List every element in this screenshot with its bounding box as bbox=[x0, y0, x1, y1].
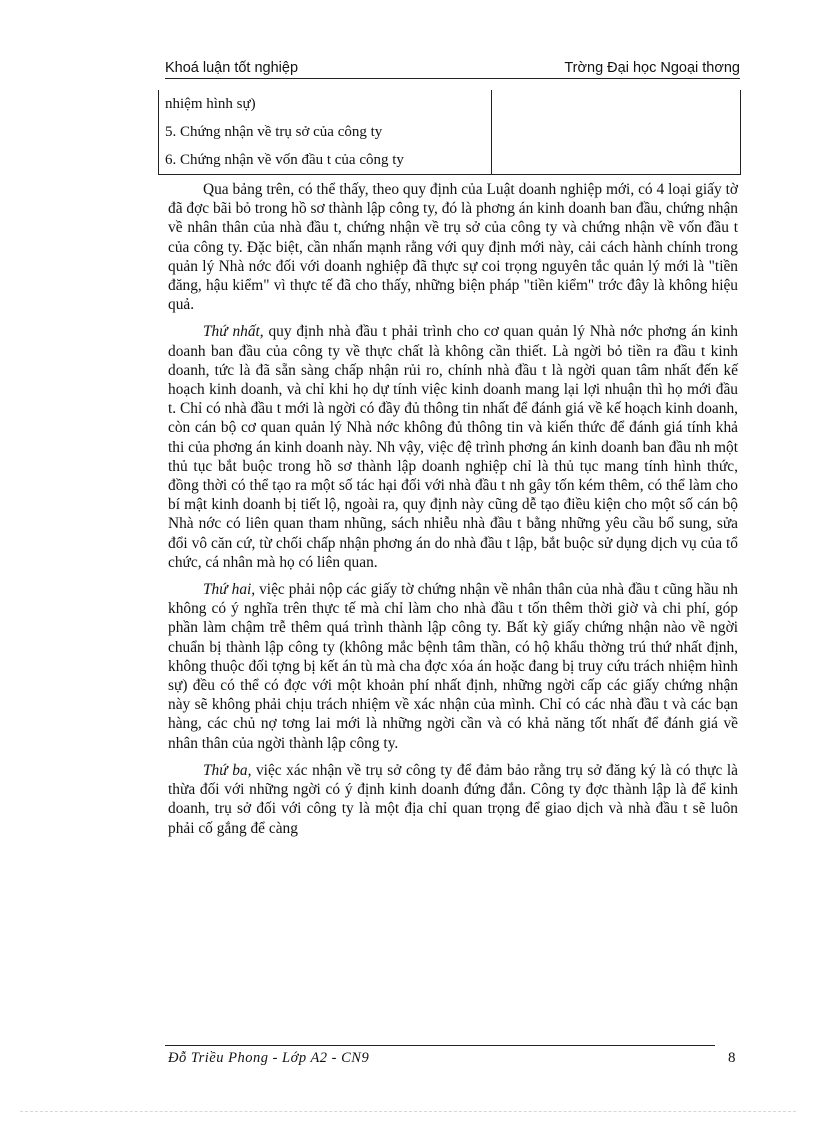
table-cell: 6. Chứng nhận về vốn đầu t của công ty bbox=[159, 146, 492, 175]
body-text bbox=[168, 180, 738, 846]
paragraph-first bbox=[168, 322, 738, 572]
paragraph-text: việc phải nộp các giấy tờ chứng nhận về nhân thân của nhà đầu t cũng hầu nh không có ý nghĩa trên thực tế mà chỉ làm cho nhà đầu t tốn thêm thời giờ và chi phí, góp phần làm chậm trễ thêm quá trình thành lập công ty. Bất kỳ giấy chứng nhận nào về ngời chuẩn bị thành lập công ty (không mắc bệnh tâm thần, có hộ khẩu thờng trú thứ nhất định, không thuộc đối tợng bị kết án tù mà cha đợc xóa án hoặc đang bị truy cứu trách nhiệm hình sự) đều có thể có đợc với một khoản phí nhất định, những ngời cấp các giấy chứng nhận này sẽ không phải chịu trách nhiệm về xác nhận của mình. Chỉ có các nhà đầu t và các bạn hàng, các chủ nợ tơng lai mới là những ngời cần và có khả năng tốt nhất để đánh giá về nhân thân của ngời thành lập công ty. bbox=[168, 581, 738, 752]
page-header bbox=[165, 58, 740, 79]
table-row bbox=[159, 146, 741, 175]
paragraph-second bbox=[168, 580, 738, 753]
table-row bbox=[159, 90, 741, 118]
page-edge-divider bbox=[20, 1111, 796, 1112]
paragraph-text: việc xác nhận về trụ sở công ty để đảm bảo rằng trụ sở đăng ký là có thực là thừa đối với những ngời có ý định kinh doanh đứng đắn. Công ty đợc thành lập là để kinh doanh, trụ sở đối với công ty là một địa chỉ quan trọng để giao dịch và nhà đầu t sẽ luôn phải cố gắng để càng bbox=[168, 761, 738, 837]
paragraph-summary bbox=[168, 180, 738, 314]
table-cell: nhiệm hình sự) bbox=[159, 90, 492, 118]
header-thesis-title: Khoá luận tốt nghiệp bbox=[165, 60, 299, 76]
table-cell-empty bbox=[492, 146, 741, 175]
paragraph-lead: Thứ hai, bbox=[203, 581, 256, 599]
continued-table bbox=[158, 90, 741, 175]
table-cell: 5. Chứng nhận về trụ sở của công ty bbox=[159, 118, 492, 146]
paragraph-text: Qua bảng trên, có thể thấy, theo quy định của Luật doanh nghiệp mới, có 4 loại giấy tờ đã đợc bãi bỏ trong hồ sơ thành lập công ty, đó là phơng án kinh doanh ban đầu, chứng nhận về nhân thân của nhà đầu t, chứng nhận về trụ sở của công ty và chứng nhận về vốn đầu t của công ty. Đặc biệt, cần nhấn mạnh rằng với quy định mới này, cải cách hành chính trong quản lý Nhà nớc đối với doanh nghiệp đã thực sự coi trọng nguyên tắc quản lý mới là "tiền đăng, hậu kiểm" vì thực tế đã cho thấy, những biện pháp "tiền kiểm" trớc đây là không hiệu quả. bbox=[168, 181, 738, 314]
table-row bbox=[159, 118, 741, 146]
paragraph-lead: Thứ nhất, bbox=[203, 323, 264, 341]
paragraph-third bbox=[168, 761, 738, 838]
footer-divider bbox=[165, 1045, 715, 1046]
header-university: Trờng Đại học Ngoại thơng bbox=[564, 60, 740, 76]
page-number: 8 bbox=[728, 1050, 736, 1066]
paragraph-lead: Thứ ba, bbox=[203, 761, 252, 779]
footer-author: Đỗ Triều Phong - Lớp A2 - CN9 bbox=[168, 1050, 370, 1066]
table-cell-empty bbox=[492, 118, 741, 146]
table-cell-empty bbox=[492, 90, 741, 118]
paragraph-text: quy định nhà đầu t phải trình cho cơ quan quản lý Nhà nớc phơng án kinh doanh ban đầu của công ty về thực chất là không cần thiết. Là ngời bỏ tiền ra đầu t kinh doanh, tức là đã sẵn sàng chấp nhận rủi ro, chính nhà đầu t là ngời quan tâm nhất đến kế hoạch kinh doanh, và chỉ khi họ dự tính việc kinh doanh mang lại lợi nhuận thì họ mới đầu t. Chỉ có nhà đầu t mới là ngời có đầy đủ thông tin nhất để đánh giá về kế hoạch kinh doanh, còn cán bộ cơ quan quản lý Nhà nớc không đủ thông tin và kiến thức để đánh giá tính khả thi của phơng án kinh doanh này. Nh vậy, việc đệ trình phơng án kinh doanh ban đầu nh một thủ tục bắt buộc trong hồ sơ thành lập doanh nghiệp chỉ là thủ tục mang tính hình thức, đồng thời có thể tạo ra một số tác hại đối với nhà đầu t nh gây tốn kém thêm, có thể làm cho bí mật kinh doanh bị tiết lộ, ngoài ra, quy định này cũng dễ tạo điều kiện cho một số cán bộ Nhà nớc có liên quan tham nhũng, sách nhiễu nhà đầu t bằng những yêu cầu bổ sung, sửa đổi vô căn cứ, từ chối chấp nhận phơng án do nhà đầu t lập, bắt buộc sử dụng dịch vụ của tổ chức, cá nhân mà họ có liên quan. bbox=[168, 323, 738, 571]
